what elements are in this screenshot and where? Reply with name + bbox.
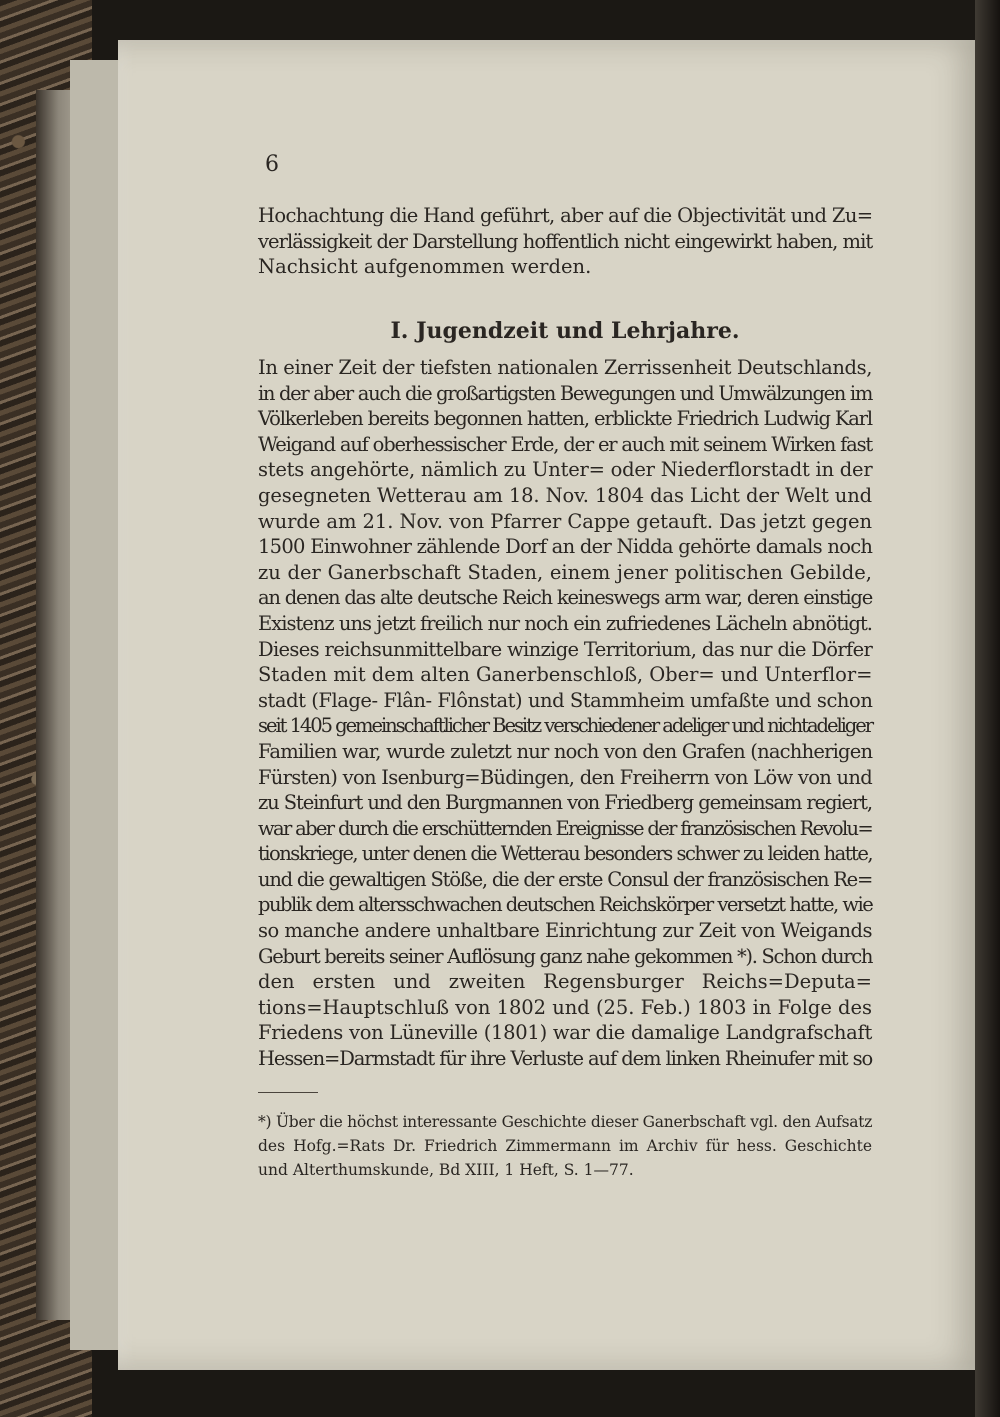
text-line: tionskriege, unter denen die Wetterau besonders schwer zu leiden hatte, xyxy=(258,842,872,866)
text-line: verlässigkeit der Darstellung hoffentlich nicht eingewirkt haben, mit xyxy=(258,229,873,253)
text-line: Völkerleben bereits begonnen hatten, erblickte Friedrich Ludwig Karl xyxy=(258,407,872,431)
text-line: seit 1405 gemeinschaftlicher Besitz verschiedener adeliger und nichtadeliger xyxy=(258,714,872,738)
text-line: 1500 Einwohner zählende Dorf an der Nidda gehörte damals noch xyxy=(258,535,873,559)
text-line: Nachsicht aufgenommen werden. xyxy=(258,255,592,279)
text-line: Weigand auf oberhessischer Erde, der er auch mit seinem Wirken fast xyxy=(258,432,872,456)
text-line: Hochachtung die Hand geführt, aber auf die Objectivität und Zu= xyxy=(258,204,873,227)
footnote-line: und Alterthumskunde, Bd XIII, 1 Heft, S. 1—77. xyxy=(258,1161,634,1179)
page-number: 6 xyxy=(265,152,279,177)
footnote-rule xyxy=(258,1092,318,1093)
text-line: Dieses reichsunmittelbare winzige Territorium, das nur die Dörfer xyxy=(258,637,873,661)
text-line: an denen das alte deutsche Reich keineswegs arm war, deren einstige xyxy=(258,586,873,610)
chapter-heading: I. Jugendzeit und Lehrjahre. xyxy=(390,318,740,344)
text-line: in der aber auch die großartigsten Bewegungen und Umwälzungen im xyxy=(258,381,872,405)
text-line: stadt (Flage- Flân- Flônstat) und Stammheim umfaßte und schon xyxy=(258,688,873,712)
text-line: den ersten und zweiten Regensburger Reichs=Deputa= xyxy=(258,970,872,994)
text-line: war aber durch die erschütternden Ereignisse der französischen Revolu= xyxy=(258,816,873,840)
text-line: In einer Zeit der tiefsten nationalen Zerrissenheit Deutschlands, xyxy=(258,356,873,379)
text-line: tions=Hauptschluß von 1802 und (25. Feb.) 1803 in Folge des xyxy=(258,995,872,1019)
text-line: Existenz uns jetzt freilich nur noch ein zufriedenes Lächeln abnötigt. xyxy=(258,611,872,635)
text-line: wurde am 21. Nov. von Pfarrer Cappe getauft. Das jetzt gegen xyxy=(258,509,872,533)
text-line: stets angehörte, nämlich zu Unter= oder Niederflorstadt in der xyxy=(258,458,873,482)
intro-paragraph xyxy=(258,203,872,280)
text-line: Hessen=Darmstadt für ihre Verluste auf dem linken Rheinufer mit so xyxy=(258,1047,873,1071)
text-line: publik dem altersschwachen deutschen Reichskörper versetzt hatte, wie xyxy=(258,893,873,917)
text-line: Friedens von Lüneville (1801) war die damalige Landgrafschaft xyxy=(258,1021,872,1045)
text-line: Familien war, wurde zuletzt nur noch von den Grafen (nachherigen xyxy=(258,739,873,763)
footnote xyxy=(258,1110,872,1182)
text-line: zu der Ganerbschaft Staden, einem jener politischen Gebilde, xyxy=(258,560,872,584)
text-line: Geburt bereits seiner Auflösung ganz nahe gekommen *). Schon durch xyxy=(258,944,873,968)
text-line: und die gewaltigen Stöße, die der erste Consul der französischen Re= xyxy=(258,867,873,891)
footnote-line: des Hofg.=Rats Dr. Friedrich Zimmermann im Archiv für hess. Geschichte xyxy=(258,1137,872,1155)
text-line: zu Steinfurt und den Burgmannen von Friedberg gemeinsam regiert, xyxy=(258,791,872,815)
text-line: so manche andere unhaltbare Einrichtung zur Zeit von Weigands xyxy=(258,919,872,943)
text-line: Fürsten) von Isenburg=Büdingen, den Freiherrn von Löw von und xyxy=(258,765,872,789)
body-paragraph xyxy=(258,355,872,1072)
binding-edge xyxy=(975,0,1000,1417)
text-line: Staden mit dem alten Ganerbenschloß, Ober= und Unterflor= xyxy=(258,663,873,687)
footnote-line: *) Über die höchst interessante Geschichte dieser Ganerbschaft vgl. den Aufsatz xyxy=(258,1113,873,1131)
text-line: gesegneten Wetterau am 18. Nov. 1804 das Licht der Welt und xyxy=(258,483,872,507)
